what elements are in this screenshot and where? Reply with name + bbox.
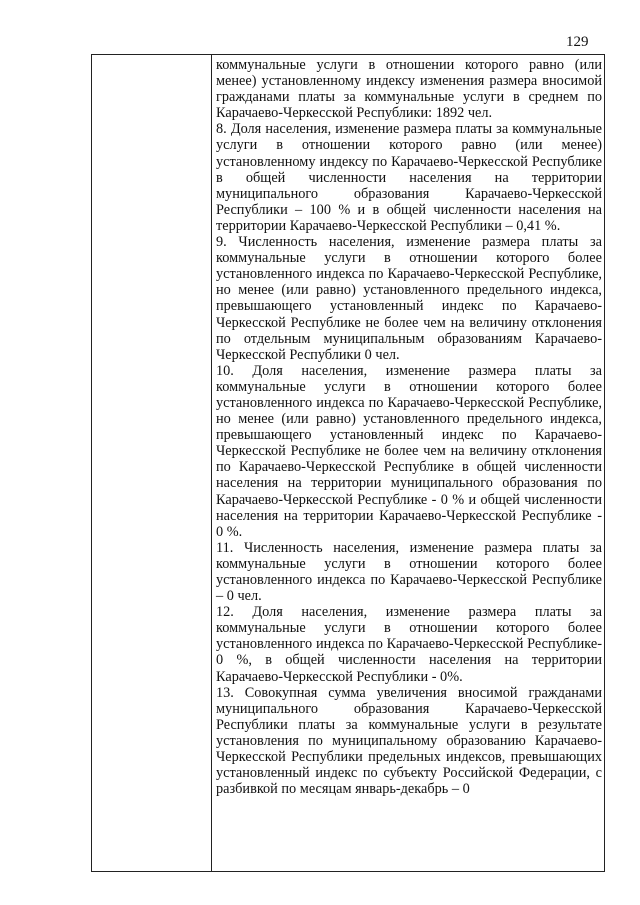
page-number: 129 [566,34,589,50]
paragraph-item-12: 12. Доля населения, изменение размера платы за коммунальные услуги в отношении которого более установленного индекса по Карачаево-Черкесской Республике- 0 %, в общей численности населения на территории Карачаево-Черкесской Республики - 0%. [216,604,602,685]
paragraph-item-10: 10. Доля населения, изменение размера платы за коммунальные услуги в отношении которого более установленного индекса по Карачаево-Черкесской Республике, но менее (или равно) установленного предельного индекса, превышающего установленный индекс по Карачаево-Черкесской Республике не более чем на величину отклонения по Карачаево-Черкесской Республике в общей численности населения на территории муниципального образования по Карачаево-Черкесской Республике - 0 % и общей численности населения на территории Карачаево-Черкесской Республике - 0 %. [216,362,602,540]
column-divider [211,55,212,871]
paragraph-item-13: 13. Совокупная сумма увеличения вносимой гражданами муниципального образования Карачаево-Черкесской Республики платы за коммунальные услуги в результате установления по муниципальному образованию Карачаево-Черкесской Республики предельных индексов, превышающих установленный индекс по субъекту Российской Федерации, с разбивкой по месяцам январь-декабрь – 0 [216,684,602,798]
paragraph-continuation: коммунальные услуги в отношении которого равно (или менее) установленному индексу изменения размера вносимой гражданами платы за коммунальные услуги в среднем по Карачаево-Черкесской Республики: 1892 чел. [216,57,602,122]
paragraph-item-9: 9. Численность населения, изменение размера платы за коммунальные услуги в отношении которого более установленного индекса по Карачаево-Черкесской Республике, но менее (или равно) установленного предельного индекса, превышающего установленный индекс по Карачаево-Черкесской Республике не более чем на величину отклонения по отдельным муниципальным образованиям Карачаево-Черкесской Республики 0 чел. [216,234,602,363]
table-frame [91,54,605,872]
paragraph-item-8: 8. Доля населения, изменение размера платы за коммунальные услуги в отношении которого равно (или менее) установленному индексу по Карачаево-Черкесской Республике в общей численности населения на территории муниципального образования Карачаево-Черкесской Республики – 100 % и в общей численности населения на территории Карачаево-Черкесской Республики – 0,41 %. [216,121,602,234]
paragraph-item-11: 11. Численность населения, изменение размера платы за коммунальные услуги в отношении которого более установленного индекса по Карачаево-Черкесской Республике – 0 чел. [216,539,602,605]
text-column [216,57,602,797]
